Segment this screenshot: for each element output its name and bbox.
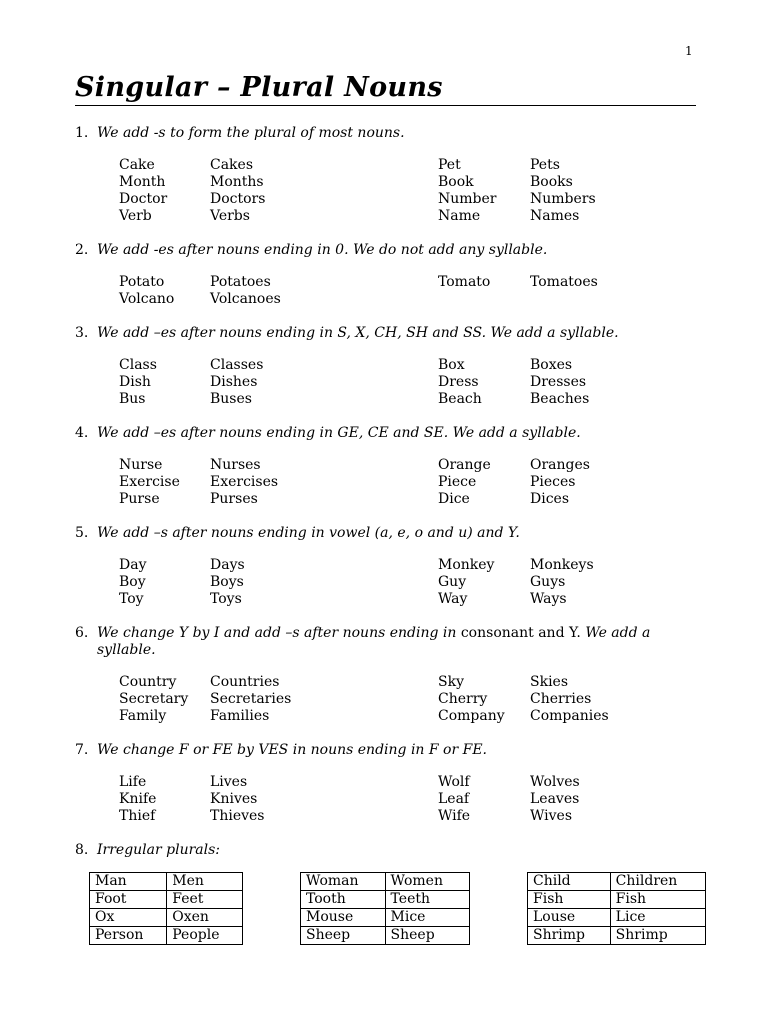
singular-word: Wolf [438, 774, 470, 790]
singular-word: Dress [438, 374, 479, 390]
singular-word: Month [119, 174, 166, 190]
singular-word: Thief [119, 808, 156, 824]
plural-word: Pets [530, 157, 560, 173]
plural-word: Purses [210, 491, 258, 507]
word-row [75, 591, 700, 608]
plural-cell: Oxen [167, 909, 243, 927]
rule-description: We change F or FE by VES in nouns ending in F or FE. [97, 742, 488, 758]
word-row [75, 474, 700, 491]
singular-word: Exercise [119, 474, 180, 490]
plural-word: Buses [210, 391, 252, 407]
section-4 [75, 425, 700, 508]
plural-word: Skies [530, 674, 569, 690]
table-row [301, 909, 470, 927]
singular-word: Orange [438, 457, 491, 473]
singular-word: Doctor [119, 191, 168, 207]
plural-word: Dresses [530, 374, 587, 390]
singular-word: Pet [438, 157, 461, 173]
singular-word: Verb [119, 208, 152, 224]
plural-word: Guys [530, 574, 566, 590]
word-grid [75, 157, 700, 225]
plural-word: Secretaries [210, 691, 292, 707]
plural-word: Toys [210, 591, 242, 607]
table-row [528, 873, 706, 891]
plural-word: Leaves [530, 791, 580, 807]
singular-cell: Louse [528, 909, 611, 927]
rule-number: 2. [75, 242, 89, 258]
singular-word: Monkey [438, 557, 495, 573]
singular-cell: Ox [90, 909, 167, 927]
section-1 [75, 125, 700, 225]
singular-word: Tomato [438, 274, 491, 290]
rule-number: 8. [75, 842, 89, 858]
singular-cell: Mouse [301, 909, 386, 927]
rule-number: 1. [75, 125, 89, 141]
irregular-table-3 [527, 872, 706, 945]
plural-cell: Children [610, 873, 705, 891]
word-row [75, 208, 700, 225]
word-row [75, 574, 700, 591]
plural-word: Thieves [210, 808, 265, 824]
plural-cell: Teeth [385, 891, 469, 909]
plural-word: Potatoes [210, 274, 271, 290]
rule-number: 7. [75, 742, 89, 758]
word-grid [75, 774, 700, 825]
rule-text [75, 625, 700, 659]
singular-word: Guy [438, 574, 467, 590]
plural-word: Oranges [530, 457, 590, 473]
singular-word: Volcano [119, 291, 175, 307]
rule-text [75, 325, 700, 342]
singular-cell: Foot [90, 891, 167, 909]
plural-word: Cherries [530, 691, 592, 707]
singular-word: Toy [119, 591, 144, 607]
word-row [75, 708, 700, 725]
singular-word: Book [438, 174, 474, 190]
singular-word: Beach [438, 391, 482, 407]
singular-cell: Man [90, 873, 167, 891]
table-row [528, 891, 706, 909]
table-row [301, 927, 470, 945]
rule-number: 3. [75, 325, 89, 341]
word-row [75, 691, 700, 708]
plural-word: Wolves [530, 774, 580, 790]
section-2 [75, 242, 700, 308]
plural-word: Beaches [530, 391, 590, 407]
section-5 [75, 525, 700, 608]
word-row [75, 274, 700, 291]
plural-word: Classes [210, 357, 264, 373]
rule-description-continued: We add a syllable. [97, 625, 651, 658]
word-grid [75, 457, 700, 508]
plural-word: Books [530, 174, 573, 190]
word-grid [75, 674, 700, 725]
plural-cell: Lice [610, 909, 705, 927]
singular-word: Box [438, 357, 465, 373]
rule-text [75, 125, 700, 142]
word-grid [75, 557, 700, 608]
word-row [75, 808, 700, 825]
singular-word: Dish [119, 374, 151, 390]
plural-word: Exercises [210, 474, 279, 490]
plural-cell: Men [167, 873, 243, 891]
table-row [90, 909, 243, 927]
plural-word: Tomatoes [530, 274, 598, 290]
singular-word: Leaf [438, 791, 470, 807]
irregular-table-2 [300, 872, 470, 945]
plural-word: Names [530, 208, 580, 224]
rule-number: 5. [75, 525, 89, 541]
singular-word: Potato [119, 274, 165, 290]
rule-description: We add -s to form the plural of most nouns. [97, 125, 405, 141]
singular-word: Number [438, 191, 497, 207]
plural-word: Dices [530, 491, 570, 507]
word-row [75, 674, 700, 691]
singular-word: Day [119, 557, 147, 573]
plural-word: Pieces [530, 474, 576, 490]
plural-word: Companies [530, 708, 609, 724]
title-underline [75, 105, 696, 106]
plural-word: Families [210, 708, 270, 724]
plural-word: Boxes [530, 357, 573, 373]
singular-word: Piece [438, 474, 477, 490]
singular-cell: Child [528, 873, 611, 891]
plural-cell: Fish [610, 891, 705, 909]
plural-word: Cakes [210, 157, 254, 173]
table-row [90, 927, 243, 945]
rule-number: 6. [75, 625, 89, 641]
singular-word: Life [119, 774, 147, 790]
word-row [75, 557, 700, 574]
plural-word: Dishes [210, 374, 258, 390]
plural-cell: Feet [167, 891, 243, 909]
word-grid [75, 357, 700, 408]
singular-word: Company [438, 708, 505, 724]
plural-word: Lives [210, 774, 248, 790]
rule-text [75, 525, 700, 542]
rule-text [75, 425, 700, 442]
plural-cell: Sheep [385, 927, 469, 945]
word-row [75, 357, 700, 374]
singular-word: Dice [438, 491, 470, 507]
rule-number: 4. [75, 425, 89, 441]
rule-description-plain: consonant and Y. [460, 625, 581, 641]
singular-word: Secretary [119, 691, 189, 707]
table-row [528, 927, 706, 945]
word-row [75, 291, 700, 308]
singular-word: Country [119, 674, 177, 690]
plural-word: Numbers [530, 191, 596, 207]
section-7 [75, 742, 700, 825]
singular-cell: Tooth [301, 891, 386, 909]
singular-word: Bus [119, 391, 146, 407]
word-row [75, 374, 700, 391]
section-3 [75, 325, 700, 408]
table-row [90, 873, 243, 891]
singular-word: Purse [119, 491, 160, 507]
singular-cell: Shrimp [528, 927, 611, 945]
plural-word: Nurses [210, 457, 261, 473]
word-row [75, 191, 700, 208]
rule-description: We add -es after nouns ending in 0. We do not add any syllable. [97, 242, 548, 258]
word-row [75, 457, 700, 474]
plural-cell: People [167, 927, 243, 945]
singular-word: Way [438, 591, 468, 607]
irregular-table-1 [89, 872, 243, 945]
singular-word: Name [438, 208, 481, 224]
singular-word: Nurse [119, 457, 163, 473]
singular-word: Cake [119, 157, 155, 173]
singular-word: Class [119, 357, 157, 373]
plural-word: Monkeys [530, 557, 594, 573]
singular-word: Knife [119, 791, 157, 807]
word-row [75, 391, 700, 408]
singular-cell: Woman [301, 873, 386, 891]
plural-word: Months [210, 174, 264, 190]
plural-word: Volcanoes [210, 291, 281, 307]
plural-word: Ways [530, 591, 567, 607]
section-8 [75, 842, 700, 859]
plural-word: Boys [210, 574, 244, 590]
section-6 [75, 625, 700, 725]
rule-text [75, 242, 700, 259]
plural-cell: Shrimp [610, 927, 705, 945]
plural-word: Countries [210, 674, 280, 690]
plural-cell: Women [385, 873, 469, 891]
word-grid [75, 274, 700, 308]
table-row [301, 891, 470, 909]
rule-description: We add –s after nouns ending in vowel (a, e, o and u) and Y. [97, 525, 520, 541]
rule-description: Irregular plurals: [97, 842, 221, 858]
rule-text [75, 742, 700, 759]
word-row [75, 774, 700, 791]
plural-word: Days [210, 557, 245, 573]
singular-word: Boy [119, 574, 146, 590]
singular-word: Family [119, 708, 167, 724]
word-row [75, 791, 700, 808]
singular-cell: Fish [528, 891, 611, 909]
word-row [75, 174, 700, 191]
singular-cell: Sheep [301, 927, 386, 945]
word-row [75, 157, 700, 174]
rule-text [75, 842, 700, 859]
page-title: Singular – Plural Nouns [75, 72, 443, 103]
singular-word: Cherry [438, 691, 488, 707]
word-row [75, 491, 700, 508]
plural-word: Knives [210, 791, 258, 807]
table-row [528, 909, 706, 927]
page-number: 1 [685, 44, 693, 58]
table-row [90, 891, 243, 909]
rule-description: We change Y by I and add –s after nouns ending in [97, 625, 457, 641]
plural-word: Doctors [210, 191, 266, 207]
singular-word: Sky [438, 674, 464, 690]
singular-word: Wife [438, 808, 471, 824]
table-row [301, 873, 470, 891]
plural-word: Wives [530, 808, 572, 824]
plural-cell: Mice [385, 909, 469, 927]
singular-cell: Person [90, 927, 167, 945]
rule-description: We add –es after nouns ending in GE, CE and SE. We add a syllable. [97, 425, 581, 441]
rule-description: We add –es after nouns ending in S, X, CH, SH and SS. We add a syllable. [97, 325, 619, 341]
plural-word: Verbs [210, 208, 250, 224]
